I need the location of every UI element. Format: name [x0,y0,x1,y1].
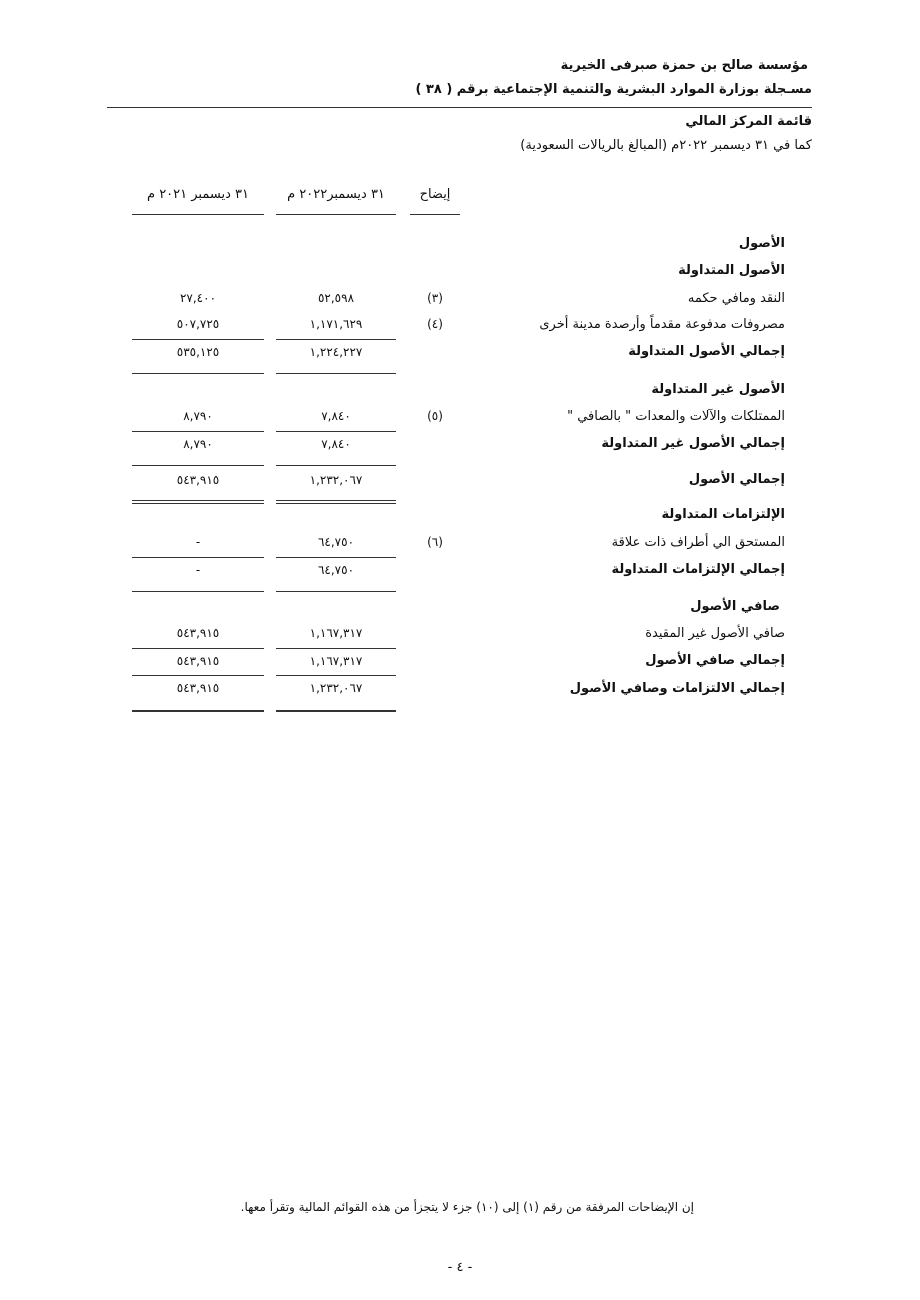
row-prior-total-net-assets: ٥٤٣,٩١٥ [176,654,220,668]
column-header-2022: ٣١ ديسمبر٢٠٢٢ م [287,187,385,202]
double-rule [132,500,264,504]
subtotal-rule [276,648,396,649]
row-current-total-current-liabilities: ٦٤,٧٥٠ [317,563,355,577]
section-non-current-assets: الأصول غير المتداولة [651,382,785,397]
row-note-prepaid: (٤) [427,317,443,331]
note-header-underline [410,214,460,215]
subtotal-rule [132,339,264,340]
row-note-ppe: (٥) [427,409,443,423]
subtotal-rule [276,339,396,340]
row-prior-total-non-current: ٨,٧٩٠ [183,437,213,451]
row-label-cash: النقد ومافي حكمه [687,291,785,306]
row-prior-total-current-assets: ٥٣٥,١٢٥ [176,345,220,359]
row-prior-related-parties: - [195,535,201,549]
footer-note: إن الإيضاحات المرفقة من رقم (١) إلى (١٠) جزء لا يتجزأ من هذه القوائم المالية وتقرأ معها. [240,1200,694,1214]
row-current-total-non-current: ٧,٨٤٠ [321,437,351,451]
row-note-cash: (٣) [427,291,443,305]
row-prior-total-current-liabilities: - [195,563,201,577]
subtotal-rule [276,675,396,676]
row-prior-unrestricted: ٥٤٣,٩١٥ [176,626,220,640]
total-rule [132,465,264,466]
row-prior-total-assets: ٥٤٣,٩١٥ [176,473,220,487]
header-divider [107,107,812,108]
row-prior-prepaid: ٥٠٧,٧٢٥ [176,317,220,331]
section-assets: الأصول [738,236,785,251]
subtotal-rule [132,431,264,432]
row-note-related-parties: (٦) [427,535,443,549]
column-header-note: إيضاح [419,187,451,202]
row-prior-total-liabilities-net-assets: ٥٤٣,٩١٥ [176,681,220,695]
subtotal-rule [132,648,264,649]
subtotal-rule [276,431,396,432]
section-current-liabilities: الإلتزامات المتداولة [661,507,785,522]
current-header-underline [276,214,396,215]
total-rule [132,373,264,374]
row-current-related-parties: ٦٤,٧٥٠ [317,535,355,549]
row-label-total-net-assets: إجمالي صافي الأصول [645,653,785,668]
row-prior-ppe: ٨,٧٩٠ [183,409,213,423]
row-current-ppe: ٧,٨٤٠ [321,409,351,423]
row-label-total-current-assets: إجمالي الأصول المتداولة [628,344,785,359]
final-total-rule [132,710,264,712]
total-rule [276,373,396,374]
row-label-prepaid: مصروفات مدفوعة مقدماً وأرصدة مدينة أخرى [539,317,785,332]
total-rule [276,591,396,592]
row-prior-cash: ٢٧,٤٠٠ [179,291,217,305]
double-rule [276,500,396,504]
row-current-total-liabilities-net-assets: ١,٢٣٢,٠٦٧ [309,681,363,695]
row-label-total-liabilities-net-assets: إجمالي الالتزامات وصافي الأصول [569,681,785,696]
section-net-assets: صافي الأصول [690,599,780,614]
subtotal-rule [276,557,396,558]
row-current-cash: ٥٢,٥٩٨ [317,291,355,305]
prior-header-underline [132,214,264,215]
row-label-unrestricted: صافي الأصول غير المقيدة [645,626,785,641]
row-label-total-current-liabilities: إجمالي الإلتزامات المتداولة [611,562,785,577]
page-number: - ٤ - [447,1260,473,1275]
row-current-prepaid: ١,١٧١,٦٢٩ [309,317,363,331]
subtotal-rule [132,557,264,558]
registration-line: مسـجلة بوزارة الموارد البشرية والتنمية الإجتماعية برقم ( ٣٨ ) [415,82,812,97]
row-label-total-assets: إجمالي الأصول [688,472,785,487]
subtotal-rule [132,675,264,676]
total-rule [276,465,396,466]
row-current-unrestricted: ١,١٦٧,٣١٧ [309,626,363,640]
total-rule [132,591,264,592]
row-current-total-net-assets: ١,١٦٧,٣١٧ [309,654,363,668]
row-label-related-parties: المستحق الي أطراف ذات علاقة [611,535,785,550]
organization-name: مؤسسة صالح بن حمزة صبرفى الخيرية [560,58,808,73]
row-label-total-non-current: إجمالي الأصول غير المتداولة [601,436,785,451]
final-total-rule [276,710,396,712]
section-current-assets: الأصول المتداولة [678,263,785,278]
row-label-ppe: الممتلكات والآلات والمعدات " بالصافي " [567,409,785,424]
statement-date: كما في ٣١ ديسمبر ٢٠٢٢م (المبالغ بالريالات السعودية) [520,138,812,153]
statement-title: قائمة المركز المالي [685,114,812,129]
row-current-total-current-assets: ١,٢٢٤,٢٢٧ [309,345,363,359]
row-current-total-assets: ١,٢٣٢,٠٦٧ [309,473,363,487]
column-header-2021: ٣١ ديسمبر ٢٠٢١ م [147,187,249,202]
